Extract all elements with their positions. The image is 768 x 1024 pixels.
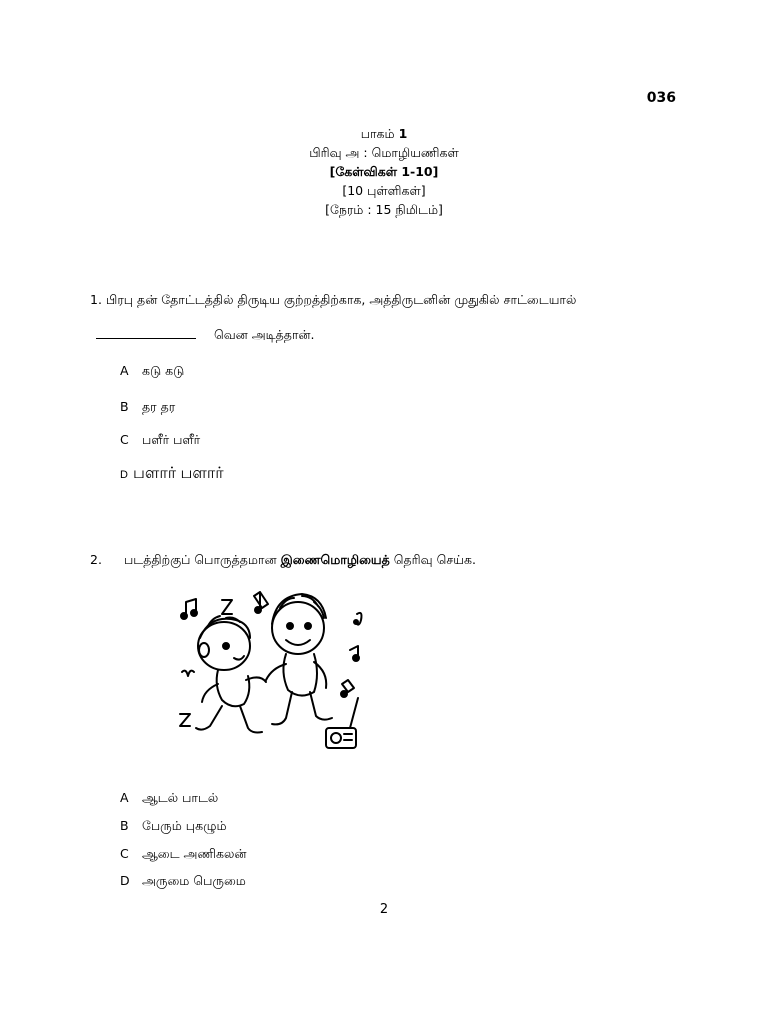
question-text: பிரபு தன் தோட்டத்தில் திருடிய குற்றத்திற்காக, அத்திருடனின் முதுகில் சாட்டையால் [105, 292, 577, 307]
option-text: பேரும் புகழும் [142, 818, 227, 833]
header-marks: [10 புள்ளிகள்] [342, 183, 426, 198]
option-text: பளார் பளார் [133, 465, 224, 482]
option-text: அருமை பெருமை [142, 873, 246, 888]
q1-option-a[interactable] [120, 363, 184, 380]
q1-option-d[interactable] [120, 464, 224, 484]
header-part-label: பாகம் [360, 126, 395, 141]
header-line-part [0, 124, 768, 143]
page-number: 2 [379, 902, 389, 917]
question-text-continued: வென அடித்தான். [213, 327, 315, 342]
question-text-bold: இணைமொழியைத் [280, 552, 390, 567]
q1-option-c[interactable] [120, 432, 200, 449]
q2-option-d[interactable] [120, 873, 246, 890]
question-number: 1. [90, 292, 102, 307]
question-1 [90, 292, 576, 309]
option-letter: B [120, 399, 129, 414]
question-number: 2. [90, 552, 102, 567]
header-section-title: பிரிவு அ : மொழியணிகள் [309, 145, 459, 160]
answer-blank [96, 328, 196, 339]
section-header [0, 124, 768, 219]
option-text: தர தர [142, 399, 176, 414]
paper-code: 036 [646, 90, 676, 106]
question-text-end: தெரிவு செய்க. [393, 552, 476, 567]
option-letter: A [120, 790, 129, 805]
option-letter: A [120, 363, 129, 378]
q2-option-c[interactable] [120, 846, 247, 863]
question-text: படத்திற்குப் பொருத்தமான [123, 552, 277, 567]
question-1-line2 [96, 327, 315, 344]
option-letter: D [120, 469, 128, 481]
header-time: [நேரம் : 15 நிமிடம்] [325, 202, 443, 217]
dancing-children-illustration [174, 588, 374, 756]
option-text: பளீர் பளீர் [142, 432, 201, 447]
option-letter: B [120, 818, 129, 833]
option-letter: D [120, 873, 130, 888]
option-text: ஆடை அணிகலன் [142, 846, 247, 861]
header-questions-range: [கேள்விகள் 1-10] [329, 164, 439, 179]
option-text: கடு கடு [142, 363, 185, 378]
header-part-number: 1 [398, 126, 408, 141]
q2-option-a[interactable] [120, 790, 218, 807]
option-letter: C [120, 846, 129, 861]
q1-option-b[interactable] [120, 399, 175, 416]
question-2 [90, 552, 476, 569]
option-letter: C [120, 432, 129, 447]
option-text: ஆடல் பாடல் [142, 790, 219, 805]
q2-option-b[interactable] [120, 818, 227, 835]
